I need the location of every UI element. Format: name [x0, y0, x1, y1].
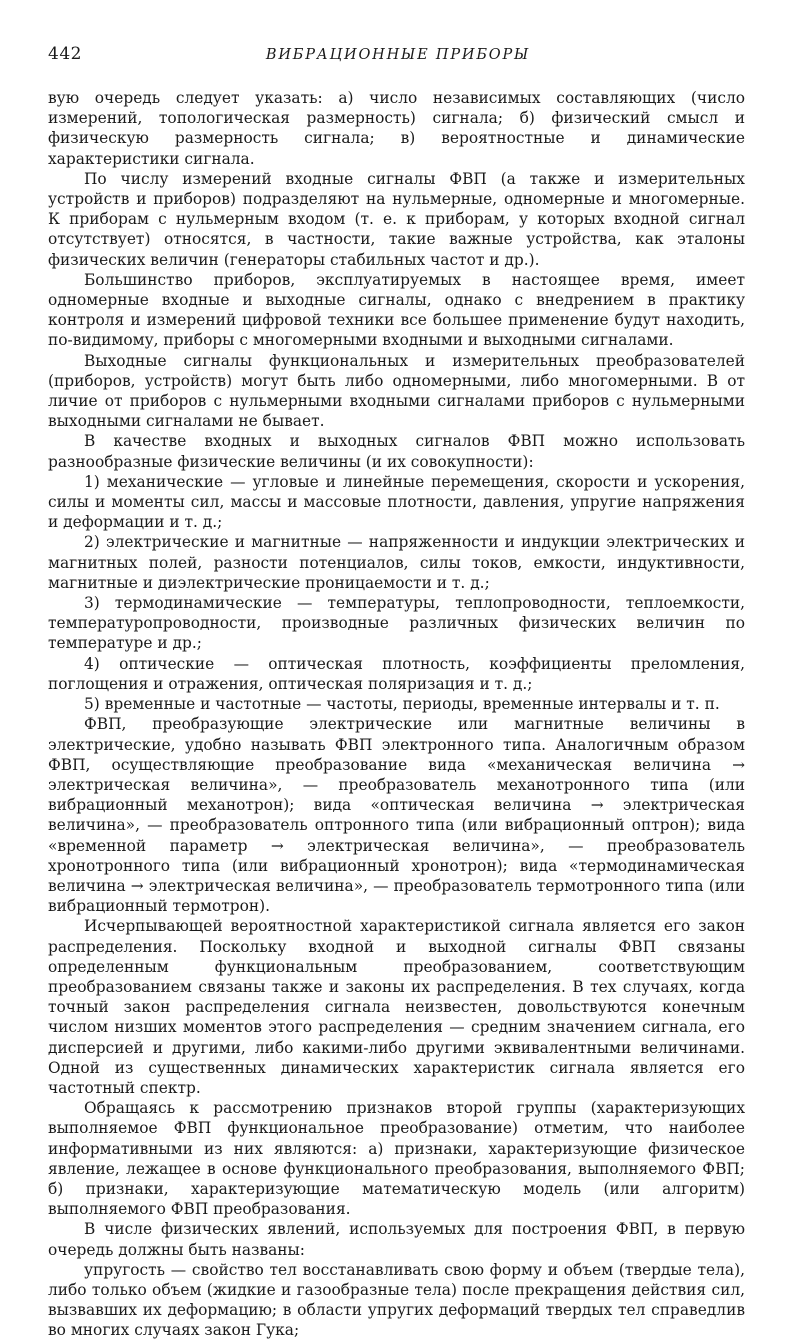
paragraph-physical-quantities: В качестве входных и выходных сигналов ФВП можно использовать разнообразные физические величины (и их совокупности): — [48, 432, 745, 471]
paragraph-physical-phenomena: В числе физических явлений, используемых для построения ФВП, в первую очередь должны быть названы: — [48, 1220, 745, 1259]
paragraph-output-signals: Выходные сигналы функциональных и измерительных преобразователей (приборов, устройств) могут быть либо одномерными, либо многомерными. В от личие от приборов с нульмерными входными сигналами приборов с нульмерными выходными сигналами не бывает. — [48, 351, 745, 431]
page-number: 442 — [48, 44, 82, 64]
page-header — [48, 44, 748, 74]
list-item-electrical: 2) электрические и магнитные — напряженности и индукции электрических и магнитных полей, разности потенциалов, силы токов, емкости, индуктивности, магнитные и диэлектрические проницаемости и т. д.; — [48, 533, 745, 592]
paragraph-distribution-law: Исчерпывающей вероятностной характеристикой сигнала является его закон распределения. Поскольку входной и выходной сигналы ФВП связаны определенным функциональным преобразованием, соответствующим преобразованием связаны также и законы их распределения. В тех случаях, когда точный закон распределения сигнала неизвестен, довольствуются конечным числом низших моментов этого распределения — средним значением сигнала, его дисперсией и другими, либо какими-либо другими эквивалентными величинами. Одной из существенных динамических характеристик сигнала является его частотный спектр. — [48, 917, 745, 1097]
list-item-mechanical: 1) механические — угловые и линейные перемещения, скорости и ускорения, силы и моменты сил, массы и массовые плотности, давления, упругие напряжения и деформации и т. д.; — [48, 472, 745, 532]
paragraph-continuation: вую очередь следует указать: а) число независимых составляющих (число измерений, топологическая размерность) сигнала; б) физический смысл и физическую размерность сигнала; в) вероятностные и динамические характеристики сигнала. — [48, 89, 745, 168]
list-item-temporal: 5) временные и частотные — частоты, периоды, временные интервалы и т. п. — [84, 695, 720, 714]
list-item-optical: 4) оптические — оптическая плотность, коэффициенты преломления, поглощения и отражения, оптическая поляризация и т. д.; — [48, 654, 745, 693]
body-text — [48, 88, 745, 1341]
paragraph-second-group: Обращаясь к рассмотрению признаков второй группы (характеризующих выполняемое ФВП функциональное преобразование) отметим, что наиболее информативными из них являются: а) признаки, характеризующие физическое явление, лежащее в основе функционального преобразования, выполняемого ФВП; б) признаки, характеризующие математическую модель (или алгоритм) выполняемого ФВП преобразования. — [48, 1099, 745, 1219]
paragraph-converter-types: ФВП, преобразующие электрические или магнитные величины в электрические, удобно называть ФВП электронного типа. Аналогичным образом ФВП, осуществляющие преобразование вида «механическая величина → электрическая величина», — преобразователь механотронного типа (или вибрационный механотрон); вида «оптическая величина → электрическая величина», — преобразователь оптронного типа (или вибрационный оптрон); вида «временной параметр → электрическая величина», — преобразователь хронотронного типа (или вибрационный хронотрон); вида «термодинамическая величина → электрическая величина», — преобразователь термотронного типа (или вибрационный термотрон). — [48, 715, 745, 916]
paragraph-elasticity: упругость — свойство тел восстанавливать свою форму и объем (твердые тела), либо только объем (жидкие и газообразные тела) после прекращения действия сил, вызвавших их деформацию; в области упругих деформаций твердых тел справедлив во многих случаях закон Гука; — [48, 1260, 745, 1340]
paragraph-signal-dimensions: По числу измерений входные сигналы ФВП (а также и измерительных устройств и приборов) подразделяют на нульмерные, одномерные и многомерные. К приборам с нульмерным входом (т. е. к приборам, у которых входной сигнал отсутствует) относятся, в частности, такие важные устройства, как эталоны физических величин (генераторы стабильных частот и др.). — [48, 169, 745, 269]
list-item-thermodynamic: 3) термодинамические — температуры, теплопроводности, теплоемкости, температуропроводности, производные различных физических величин по температуре и др.; — [48, 594, 745, 653]
paragraph-one-dimensional: Большинство приборов, эксплуатируемых в настоящее время, имеет одномерные входные и выходные сигналы, однако с внедрением в практику контроля и измерений цифровой техники все большее применение будут находить, по-видимому, приборы с многомерными входными и выходными сигналами. — [48, 270, 745, 350]
running-title: ВИБРАЦИОННЫЕ ПРИБОРЫ — [265, 47, 531, 63]
